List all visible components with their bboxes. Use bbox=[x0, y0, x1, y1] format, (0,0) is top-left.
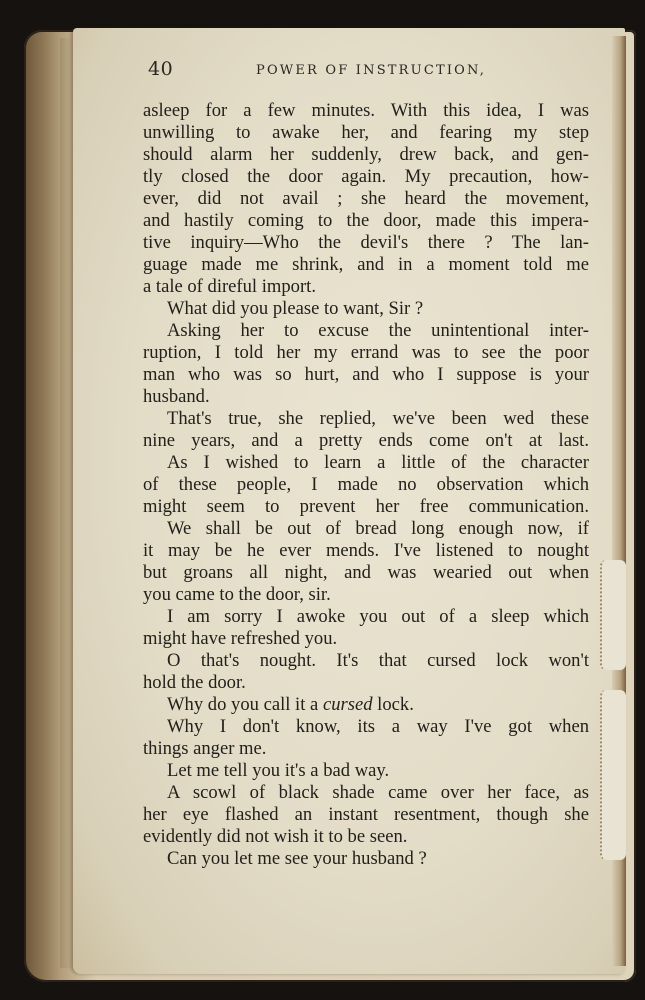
text-line: and hastily coming to the door, made this impera- bbox=[143, 210, 589, 231]
text-line: should alarm her suddenly, drew back, and gen- bbox=[143, 144, 589, 165]
text-line: man who was so hurt, and who I suppose is your bbox=[143, 364, 589, 385]
page-number: 40 bbox=[148, 58, 174, 80]
text-line: asleep for a few minutes. With this idea, I was bbox=[143, 100, 589, 121]
text-line: ever, did not avail ; she heard the movement, bbox=[143, 188, 589, 209]
text-line: but groans all night, and was wearied out when bbox=[143, 562, 589, 583]
text-run: lock. bbox=[372, 694, 414, 715]
text-line: A scowl of black shade came over her face, as bbox=[167, 782, 589, 803]
text-line: husband. bbox=[143, 386, 210, 407]
text-line: unwilling to awake her, and fearing my step bbox=[143, 122, 589, 143]
text-line: her eye flashed an instant resentment, though she bbox=[143, 804, 589, 825]
text-line: What did you please to want, Sir ? bbox=[167, 298, 424, 319]
text-line: a tale of direful import. bbox=[143, 276, 316, 297]
running-title: POWER OF INSTRUCTION, bbox=[256, 63, 487, 78]
text-line: I am sorry I awoke you out of a sleep which bbox=[167, 606, 589, 627]
text-line: That's true, she replied, we've been wed these bbox=[167, 408, 589, 429]
text-line: hold the door. bbox=[143, 672, 246, 693]
text-line: evidently did not wish it to be seen. bbox=[143, 826, 408, 847]
torn-edge-upper bbox=[600, 560, 626, 670]
text-line: Can you let me see your husband ? bbox=[167, 848, 427, 869]
text-line: things anger me. bbox=[143, 738, 267, 759]
text-line: As I wished to learn a little of the character bbox=[167, 452, 589, 473]
text-line: might seem to prevent her free communication. bbox=[143, 496, 589, 517]
body-text bbox=[143, 100, 589, 870]
text-line: ruption, I told her my errand was to see the poor bbox=[143, 342, 589, 363]
text-line: tly closed the door again. My precaution, how- bbox=[143, 166, 589, 187]
text-line-italic bbox=[143, 694, 589, 716]
text-line: Asking her to excuse the unintentional inter- bbox=[167, 320, 589, 341]
italic-word: cursed bbox=[322, 694, 373, 715]
running-head bbox=[148, 58, 588, 88]
text-line: it may be he ever mends. I've listened to nought bbox=[143, 540, 589, 561]
text-line: Let me tell you it's a bad way. bbox=[167, 760, 390, 781]
text-line: might have refreshed you. bbox=[143, 628, 338, 649]
text-run: Why do you call it a bbox=[167, 694, 323, 715]
torn-edge-lower bbox=[600, 690, 626, 860]
text-line: guage made me shrink, and in a moment told me bbox=[143, 254, 589, 275]
text-line: of these people, I made no observation which bbox=[143, 474, 589, 495]
text-line: We shall be out of bread long enough now, if bbox=[167, 518, 589, 539]
text-line: nine years, and a pretty ends come on't at last. bbox=[143, 430, 589, 451]
text-line: O that's nought. It's that cursed lock won't bbox=[167, 650, 589, 671]
text-line: you came to the door, sir. bbox=[143, 584, 331, 605]
text-line: tive inquiry—Who the devil's there ? The lan- bbox=[143, 232, 589, 253]
text-line: Why I don't know, its a way I've got when bbox=[167, 716, 589, 737]
